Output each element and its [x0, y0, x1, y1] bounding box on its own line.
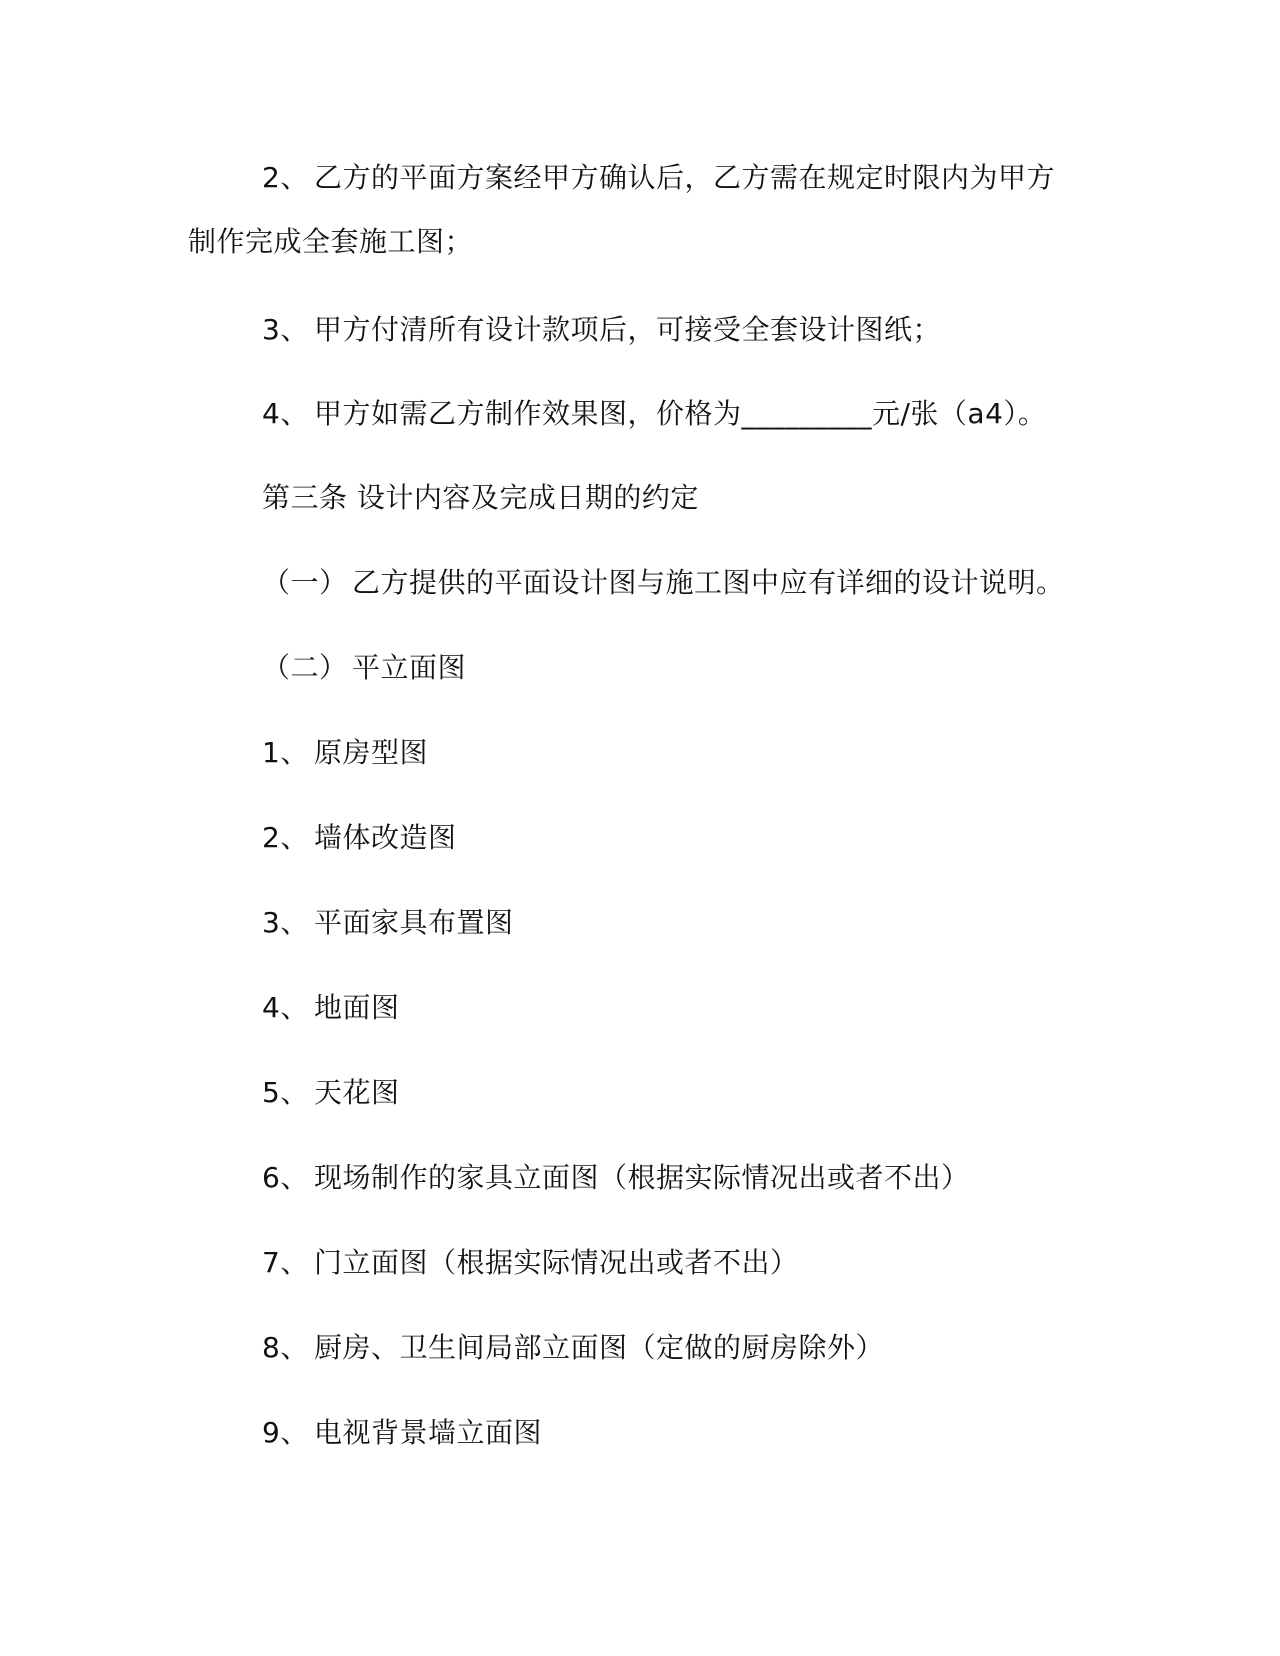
section-number: （二） [262, 651, 348, 684]
section-text: 平立面图 [352, 651, 467, 684]
clause-number: 4、 [262, 397, 309, 430]
drawing-item-1 [262, 733, 428, 773]
section-number: （一） [262, 566, 348, 599]
clause-text: 甲方如需乙方制作效果图，价格为_________元/张（a4）。 [314, 397, 1047, 430]
list-text: 厨房、卫生间局部立面图（定做的厨房除外） [314, 1331, 885, 1364]
drawing-item-3 [262, 903, 514, 943]
clause-3 [262, 310, 941, 350]
clause-2-line-1 [262, 158, 1055, 198]
list-number: 8、 [262, 1331, 309, 1364]
clause-number: 3、 [262, 313, 309, 346]
list-text: 天花图 [314, 1076, 400, 1109]
list-number: 2、 [262, 821, 309, 854]
drawing-item-6 [262, 1158, 970, 1198]
list-number: 4、 [262, 991, 309, 1024]
list-text: 电视背景墙立面图 [314, 1416, 543, 1449]
drawing-item-9 [262, 1413, 542, 1453]
article-3-heading: 第三条 设计内容及完成日期的约定 [262, 481, 699, 514]
clause-2-line-2 [188, 222, 473, 262]
list-text: 现场制作的家具立面图（根据实际情况出或者不出） [314, 1161, 970, 1194]
drawing-item-4 [262, 988, 400, 1028]
list-text: 地面图 [314, 991, 400, 1024]
section-1 [262, 563, 1065, 603]
list-text: 墙体改造图 [314, 821, 457, 854]
section-text: 乙方提供的平面设计图与施工图中应有详细的设计说明。 [352, 566, 1065, 599]
list-number: 7、 [262, 1246, 309, 1279]
list-text: 平面家具布置图 [314, 906, 514, 939]
list-number: 3、 [262, 906, 309, 939]
drawing-item-8 [262, 1328, 884, 1368]
clause-4 [262, 394, 1046, 434]
drawing-item-5 [262, 1073, 400, 1113]
clause-number: 2、 [262, 161, 309, 194]
list-text: 门立面图（根据实际情况出或者不出） [314, 1246, 799, 1279]
list-number: 1、 [262, 736, 309, 769]
list-number: 5、 [262, 1076, 309, 1109]
clause-text-continued: 制作完成全套施工图； [188, 225, 474, 258]
list-text: 原房型图 [314, 736, 429, 769]
section-2 [262, 648, 466, 688]
list-number: 9、 [262, 1416, 309, 1449]
drawing-item-2 [262, 818, 457, 858]
clause-text: 乙方的平面方案经甲方确认后，乙方需在规定时限内为甲方 [314, 161, 1056, 194]
clause-text: 甲方付清所有设计款项后，可接受全套设计图纸； [314, 313, 942, 346]
drawing-item-7 [262, 1243, 799, 1283]
list-number: 6、 [262, 1161, 309, 1194]
